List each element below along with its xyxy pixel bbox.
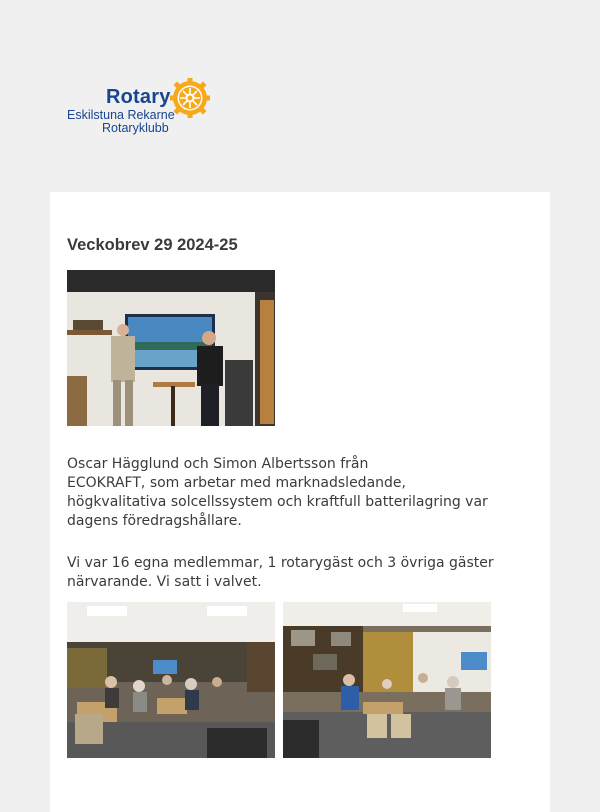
- logo-club-line2: Rotaryklubb: [102, 121, 169, 135]
- rotary-logo[interactable]: [66, 78, 216, 138]
- newsletter-card: [50, 192, 550, 812]
- meeting-room-photo-2[interactable]: [283, 602, 491, 758]
- newsletter-title: Veckobrev 29 2024-25: [67, 236, 238, 254]
- logo-wordmark: Rotary: [106, 86, 171, 108]
- speakers-photo[interactable]: [67, 270, 275, 426]
- text-line: dagens föredragshållare.: [67, 513, 242, 529]
- text-line: Oscar Hägglund och Simon Albertsson från: [67, 456, 369, 472]
- meeting-room-photo-1[interactable]: [67, 602, 275, 758]
- text-line: högkvalitativa solcellssystem och kraftfull batterilagring var: [67, 494, 488, 510]
- rotary-wheel-icon: [170, 78, 210, 118]
- text-line: närvarande. Vi satt i valvet.: [67, 574, 262, 590]
- text-line: ECOKRAFT, som arbetar med marknadsledande,: [67, 475, 406, 491]
- speaker-paragraph: [67, 455, 537, 531]
- text-line: Vi var 16 egna medlemmar, 1 rotarygäst och 3 övriga gäster: [67, 555, 494, 571]
- attendance-paragraph: [67, 554, 537, 592]
- logo-club-line1: Eskilstuna Rekarne: [67, 108, 175, 122]
